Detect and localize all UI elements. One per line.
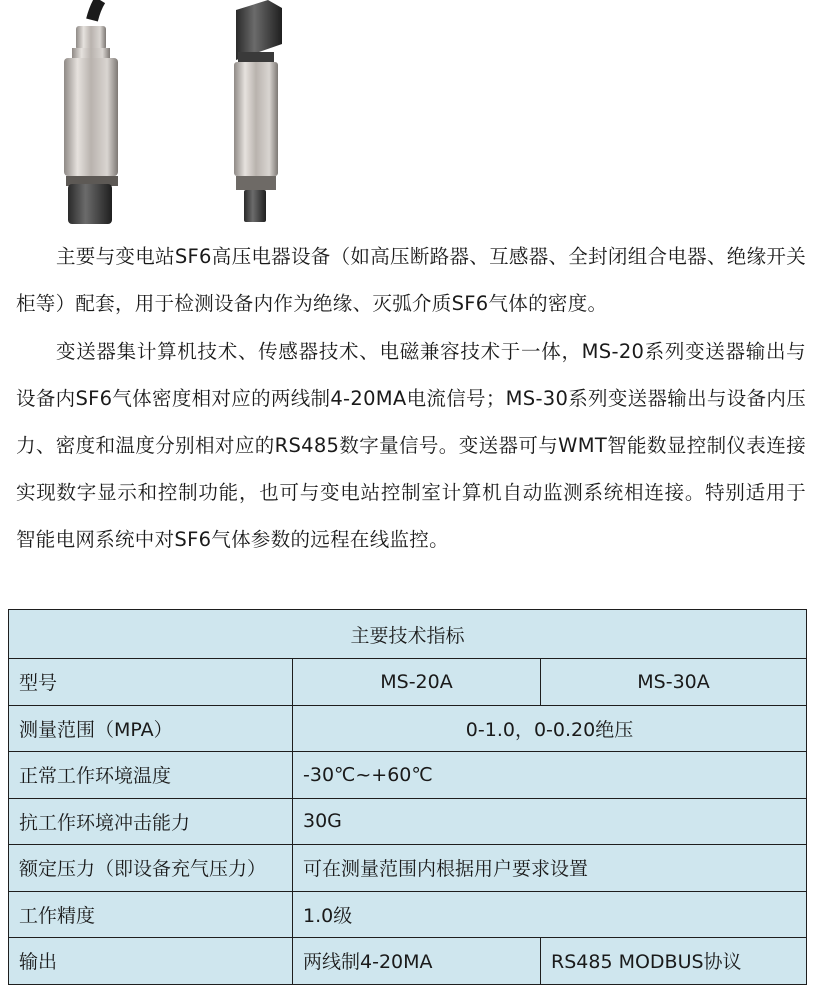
table-row <box>9 705 807 752</box>
table-row <box>9 891 807 938</box>
row-value: MS-30A <box>541 659 807 706</box>
table-row <box>9 845 807 892</box>
description-paragraph: 变送器集计算机技术、传感器技术、电磁兼容技术于一体，MS-20系列变送器输出与设备内SF6气体密度相对应的两线制4-20MA电流信号；MS-30系列变送器输出与设备内压力、密度和温度分别相对应的RS485数字量信号。变送器可与WMT智能数显控制仪表连接实现数字显示和控制功能，也可与变电站控制室计算机自动监测系统相连接。特别适用于智能电网系统中对SF6气体参数的远程在线监控。 <box>16 340 806 551</box>
table-caption: 主要技术指标 <box>9 610 807 659</box>
row-value: 两线制4-20MA <box>293 938 541 985</box>
spec-table <box>8 609 807 985</box>
row-label: 正常工作环境温度 <box>9 752 293 799</box>
row-label: 输出 <box>9 938 293 985</box>
row-label: 测量范围（MPA） <box>9 705 293 752</box>
row-value: 0-1.0，0-0.20绝压 <box>293 705 807 752</box>
row-label: 抗工作环境冲击能力 <box>9 798 293 845</box>
intro-paragraph: 主要与变电站SF6高压电器设备（如高压断路器、互感器、全封闭组合电器、绝缘开关柜等）配套，用于检测设备内作为绝缘、灭弧介质SF6气体的密度。 <box>16 245 806 315</box>
row-value: MS-20A <box>293 659 541 706</box>
table-row <box>9 659 807 706</box>
row-value: RS485 MODBUS协议 <box>541 938 807 985</box>
table-row <box>9 938 807 985</box>
row-value: -30℃~+60℃ <box>293 752 807 799</box>
row-value: 可在测量范围内根据用户要求设置 <box>293 845 807 892</box>
table-row <box>9 798 807 845</box>
row-value: 30G <box>293 798 807 845</box>
transmitter-connector-photo <box>234 0 282 222</box>
table-row <box>9 752 807 799</box>
row-label: 工作精度 <box>9 891 293 938</box>
row-value: 1.0级 <box>293 891 807 938</box>
product-photos <box>0 0 818 232</box>
row-label: 型号 <box>9 659 293 706</box>
table-row <box>9 610 807 659</box>
transmitter-cable-photo <box>64 0 118 224</box>
row-label: 额定压力（即设备充气压力） <box>9 845 293 892</box>
